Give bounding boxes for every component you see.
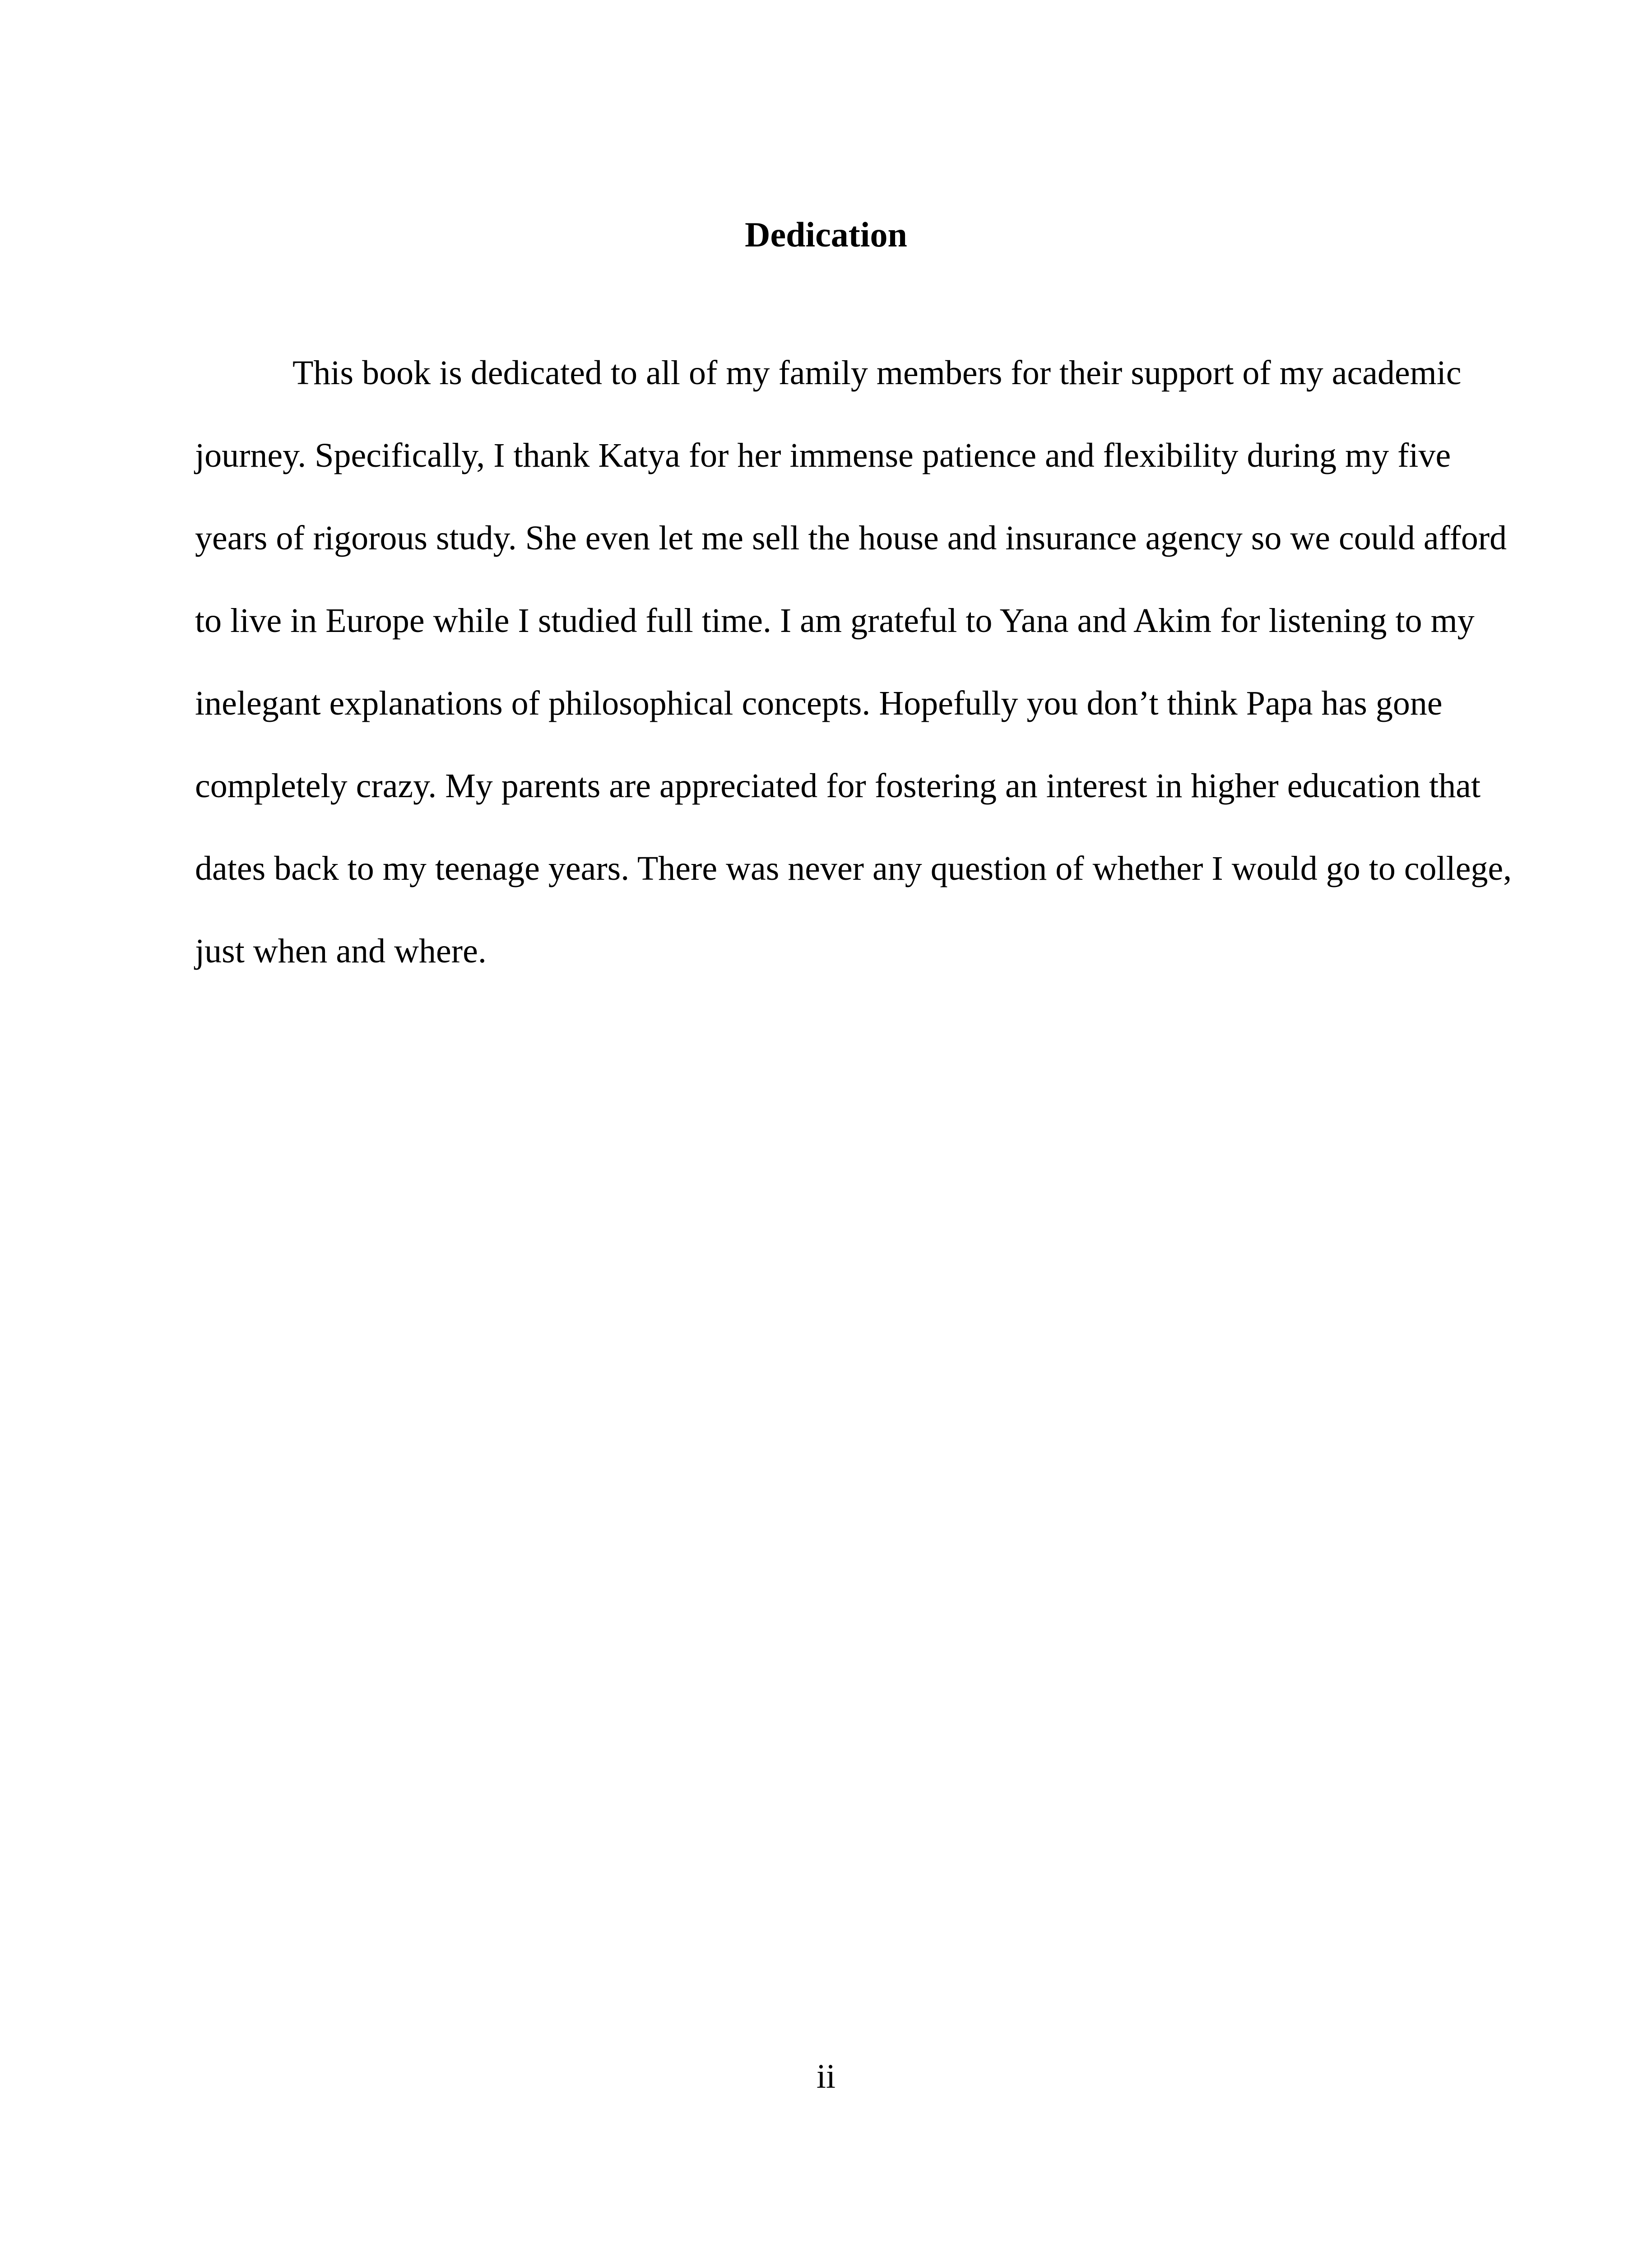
paragraph-line: completely crazy. My parents are appreciated for fostering an interest in higher education that xyxy=(195,767,1481,805)
page-number: ii xyxy=(816,2057,836,2095)
paragraph-line: dates back to my teenage years. There was never any question of whether I would go to college, xyxy=(195,850,1512,887)
paragraph-line: inelegant explanations of philosophical concepts. Hopefully you don’t think Papa has gone xyxy=(195,684,1443,722)
paragraph-line: journey. Specifically, I thank Katya for her immense patience and flexibility during my five xyxy=(195,437,1451,474)
paragraph-line: to live in Europe while I studied full time. I am grateful to Yana and Akim for listening to my xyxy=(195,602,1475,640)
dedication-paragraph xyxy=(195,332,1512,993)
page-title: Dedication xyxy=(745,215,907,254)
paragraph-line: This book is dedicated to all of my family members for their support of my academic xyxy=(292,354,1462,392)
paragraph-line: just when and where. xyxy=(195,932,487,970)
paragraph-line: years of rigorous study. She even let me sell the house and insurance agency so we could afford xyxy=(195,519,1507,557)
